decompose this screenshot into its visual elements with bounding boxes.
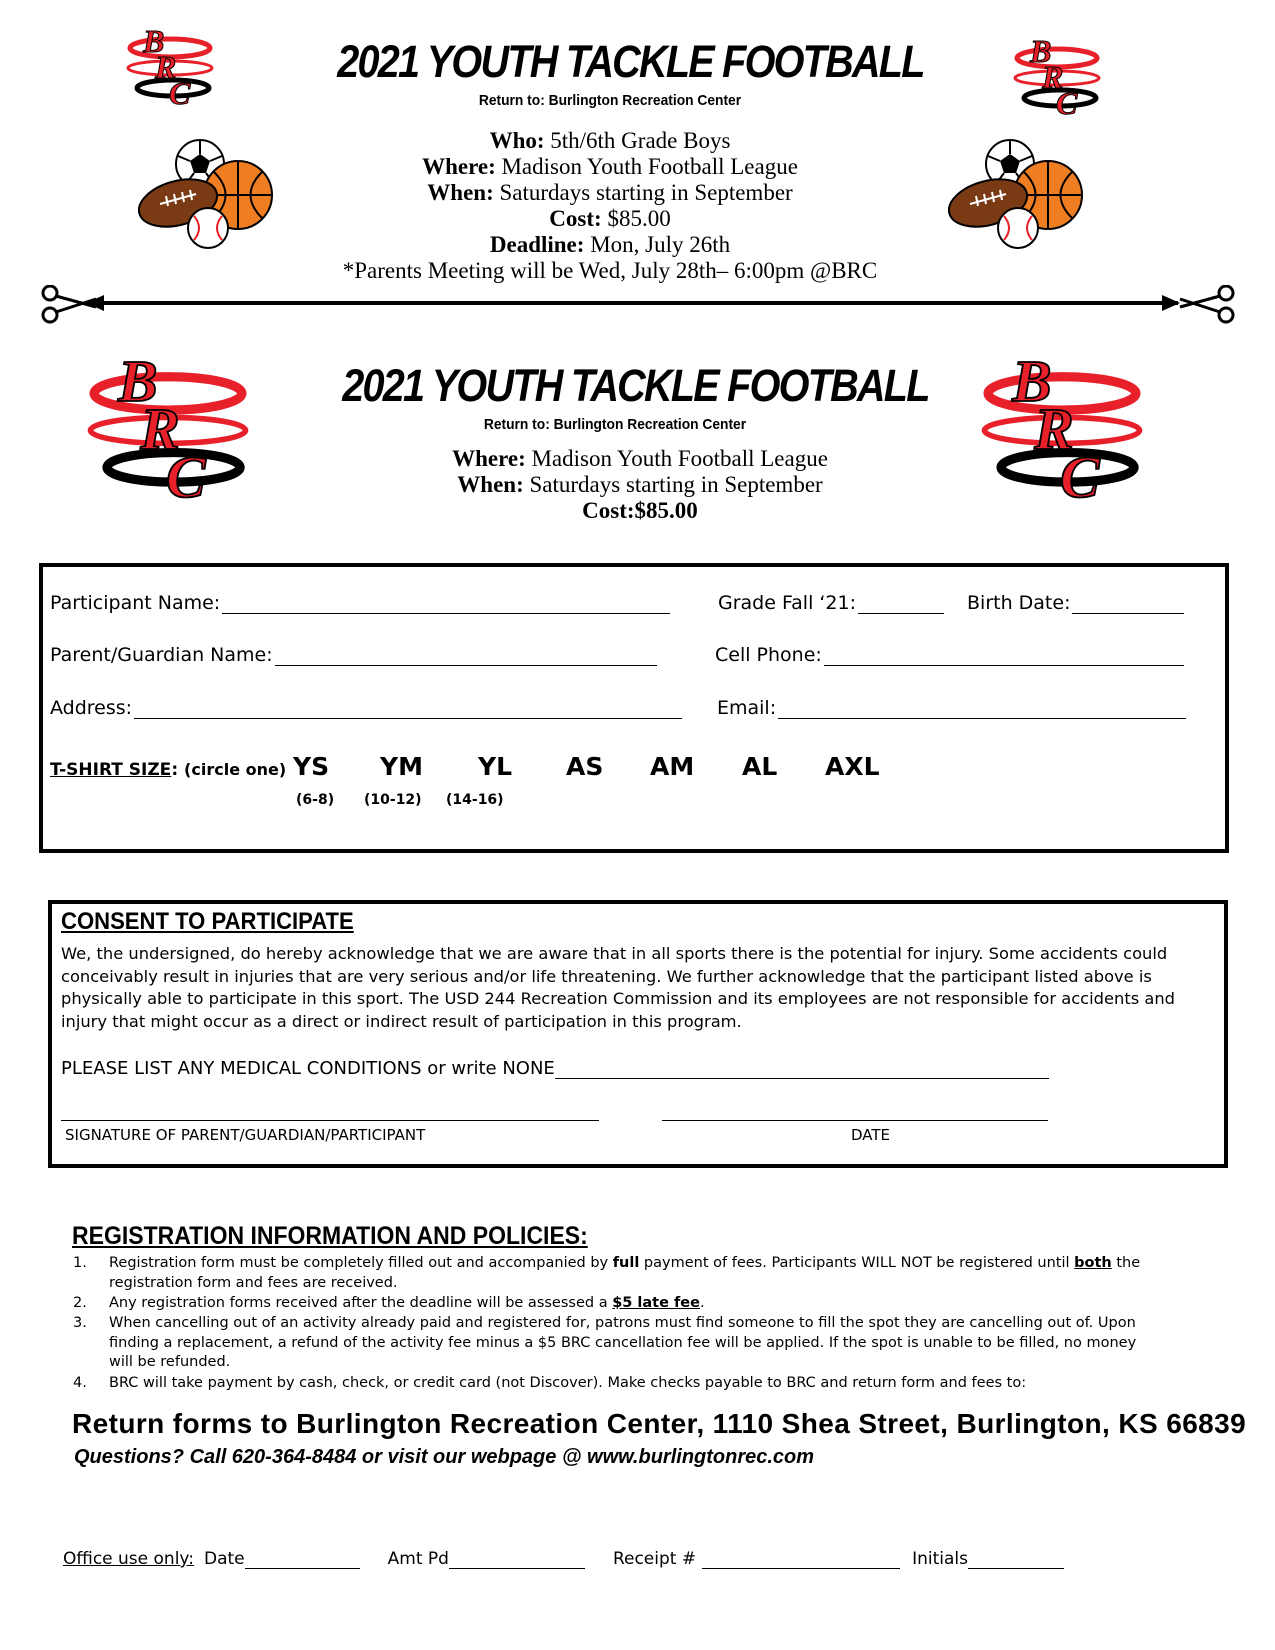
brc-logo-icon	[1012, 28, 1102, 120]
when-label: When:	[427, 180, 494, 205]
size-as[interactable]: AS	[566, 752, 604, 781]
consent-line: We, the undersigned, do hereby acknowledge that we are aware that in all sports there is the potential for injury. Some accidents could	[61, 944, 1168, 963]
policy-text: When cancelling out of an activity already paid and registered for, patrons must find someone to fill the spot they are cancelling out of. Upon	[109, 1315, 1136, 1331]
policy-text: registration form and fees are received.	[109, 1274, 398, 1291]
consent-text	[61, 943, 1175, 1033]
bottom-return-to: Return to: Burlington Recreation Center	[483, 416, 747, 433]
medical-conditions-field[interactable]	[61, 1058, 1049, 1079]
birth-date-field[interactable]	[967, 592, 1184, 614]
policy-emphasis: both	[1074, 1255, 1112, 1271]
office-initials-line[interactable]	[968, 1550, 1064, 1569]
size-ym[interactable]: YM	[380, 752, 423, 781]
policy-text: Any registration forms received after the deadline will be assessed a	[109, 1295, 613, 1311]
consent-line: injury that might occur as a direct or indirect result of participation in this program.	[61, 1011, 742, 1031]
cost-label: Cost:	[549, 206, 602, 231]
office-date-label: Date	[203, 1549, 245, 1569]
policy-text: .	[699, 1295, 705, 1311]
policy-number: 2.	[73, 1295, 87, 1311]
signature-label: SIGNATURE OF PARENT/GUARDIAN/PARTICIPANT	[65, 1126, 426, 1144]
participant-name-label: Participant Name:	[50, 592, 221, 614]
svg-text:C: C	[1060, 443, 1100, 508]
signature-line[interactable]	[61, 1102, 599, 1121]
deadline-value: Mon, July 26th	[590, 232, 731, 257]
sports-balls-icon	[138, 138, 288, 258]
top-logo-right	[1012, 28, 1102, 120]
svg-text:B: B	[143, 23, 165, 59]
bottom-when-label: When:	[457, 472, 524, 497]
office-receipt-line[interactable]	[702, 1550, 900, 1569]
policy-number: 1.	[73, 1255, 87, 1271]
office-label: Office use only:	[63, 1549, 194, 1569]
policy-emphasis: $5 late fee	[612, 1295, 700, 1311]
consent-line: physically able to participate in this sport. The USD 244 Recreation Commission and its employees are not responsible for accidents and	[61, 989, 1175, 1008]
policies-heading: REGISTRATION INFORMATION AND POLICIES:	[72, 1222, 588, 1250]
policy-number: 4.	[73, 1375, 87, 1391]
size-range-ys: (6-8)	[296, 792, 335, 808]
size-axl[interactable]: AXL	[825, 752, 880, 781]
svg-text:B: B	[1012, 347, 1052, 414]
parent-name-field[interactable]	[50, 644, 657, 666]
parents-meeting: *Parents Meeting will be Wed, July 28th– 6:00pm @BRC	[342, 258, 878, 283]
tshirt-size-label: T-SHIRT SIZE	[50, 760, 172, 780]
consent-line: conceivably result in injuries that are very serious and/or life threatening. We further acknowledge that the participant listed above is	[61, 966, 1152, 986]
policy-4	[73, 1374, 1223, 1394]
birth-date-label: Birth Date:	[967, 592, 1071, 614]
who-value: 5th/6th Grade Boys	[550, 128, 731, 153]
grade-field[interactable]	[718, 592, 944, 614]
policy-text: payment of fees. Participants WILL NOT be registered until	[639, 1255, 1075, 1271]
brc-logo-icon	[125, 18, 215, 110]
size-al[interactable]: AL	[742, 752, 778, 781]
size-am[interactable]: AM	[650, 752, 695, 781]
policy-text: will be refunded.	[109, 1354, 231, 1370]
policy-text: BRC will take payment by cash, check, or credit card (not Discover). Make checks payable to BRC and return form and fees to:	[109, 1375, 1027, 1391]
cost-value: $85.00	[607, 206, 671, 231]
parent-name-label: Parent/Guardian Name:	[50, 644, 273, 666]
cut-line	[38, 285, 1238, 325]
top-logo-left	[125, 18, 215, 110]
brc-logo-icon	[78, 338, 258, 508]
questions-line: Questions? Call 620-364-8484 or visit our webpage @ www.burlingtonrec.com	[74, 1446, 815, 1468]
office-use	[63, 1549, 1064, 1569]
sports-balls-icon	[948, 138, 1098, 258]
svg-text:C: C	[166, 443, 206, 508]
policy-text: finding a replacement, a refund of the activity fee minus a $5 BRC cancellation fee will be applied. If the spot is unable to be filled, no money	[109, 1334, 1137, 1351]
svg-text:B: B	[1030, 33, 1052, 69]
size-yl[interactable]: YL	[478, 752, 513, 781]
policy-3	[73, 1314, 1223, 1374]
scissors-icon	[1180, 286, 1233, 322]
office-amt-line[interactable]	[449, 1550, 585, 1569]
bottom-cost: Cost:$85.00	[582, 498, 698, 523]
bottom-info-block	[330, 446, 950, 524]
office-receipt-label: Receipt #	[612, 1549, 697, 1569]
policy-text: the	[1111, 1255, 1141, 1271]
date-line[interactable]	[662, 1102, 1048, 1121]
bottom-title: 2021 YOUTH TACKLE FOOTBALL	[342, 360, 929, 411]
office-date-line[interactable]	[245, 1550, 360, 1569]
size-ys[interactable]: YS	[293, 752, 330, 781]
svg-text:B: B	[118, 347, 158, 414]
date-label: DATE	[851, 1126, 891, 1144]
cell-phone-field[interactable]	[715, 644, 1184, 666]
who-label: Who:	[489, 128, 545, 153]
policy-number: 3.	[73, 1315, 87, 1331]
tshirt-label	[50, 760, 286, 780]
svg-text:C: C	[1056, 85, 1078, 120]
where-label: Where:	[422, 154, 496, 179]
address-field[interactable]	[50, 697, 682, 719]
bottom-when-value: Saturdays starting in September	[529, 472, 823, 497]
svg-text:R: R	[140, 395, 180, 462]
svg-text:C: C	[169, 75, 191, 110]
tshirt-colon: :	[171, 760, 179, 780]
top-return-to: Return to: Burlington Recreation Center	[478, 92, 742, 109]
grade-label: Grade Fall ‘21:	[718, 592, 857, 614]
svg-text:R: R	[1042, 59, 1064, 95]
when-value: Saturdays starting in September	[499, 180, 793, 205]
where-value: Madison Youth Football League	[501, 154, 798, 179]
bottom-where-label: Where:	[452, 446, 526, 471]
consent-heading: CONSENT TO PARTICIPATE	[61, 908, 354, 935]
circle-one: (circle one)	[184, 760, 287, 779]
size-range-yl: (14-16)	[446, 792, 504, 808]
brc-logo-icon	[972, 338, 1152, 508]
svg-text:R: R	[1034, 395, 1074, 462]
svg-text:R: R	[155, 49, 177, 85]
medical-label: PLEASE LIST ANY MEDICAL CONDITIONS or write NONE	[61, 1058, 555, 1079]
top-title: 2021 YOUTH TACKLE FOOTBALL	[337, 36, 924, 87]
return-address: Return forms to Burlington Recreation Center, 1110 Shea Street, Burlington, KS 66839	[72, 1408, 1247, 1439]
participant-name-field[interactable]	[50, 592, 670, 614]
email-label: Email:	[717, 697, 777, 719]
policy-emphasis: full	[612, 1255, 640, 1271]
size-range-ym: (10-12)	[364, 792, 422, 808]
bottom-logo-right	[972, 338, 1152, 508]
cell-phone-label: Cell Phone:	[715, 644, 822, 666]
top-info-block	[300, 128, 920, 284]
sports-balls-right	[948, 138, 1098, 258]
policy-text: Registration form must be completely filled out and accompanied by	[109, 1255, 613, 1271]
office-amt-label: Amt Pd	[387, 1549, 449, 1569]
deadline-label: Deadline:	[489, 232, 585, 257]
policy-1	[73, 1254, 1223, 1294]
email-field[interactable]	[717, 697, 1186, 719]
bottom-where-value: Madison Youth Football League	[531, 446, 828, 471]
sports-balls-left	[138, 138, 288, 258]
address-label: Address:	[50, 697, 133, 719]
policy-2	[73, 1294, 1223, 1314]
office-initials-label: Initials	[912, 1549, 968, 1569]
bottom-logo-left	[78, 338, 258, 508]
